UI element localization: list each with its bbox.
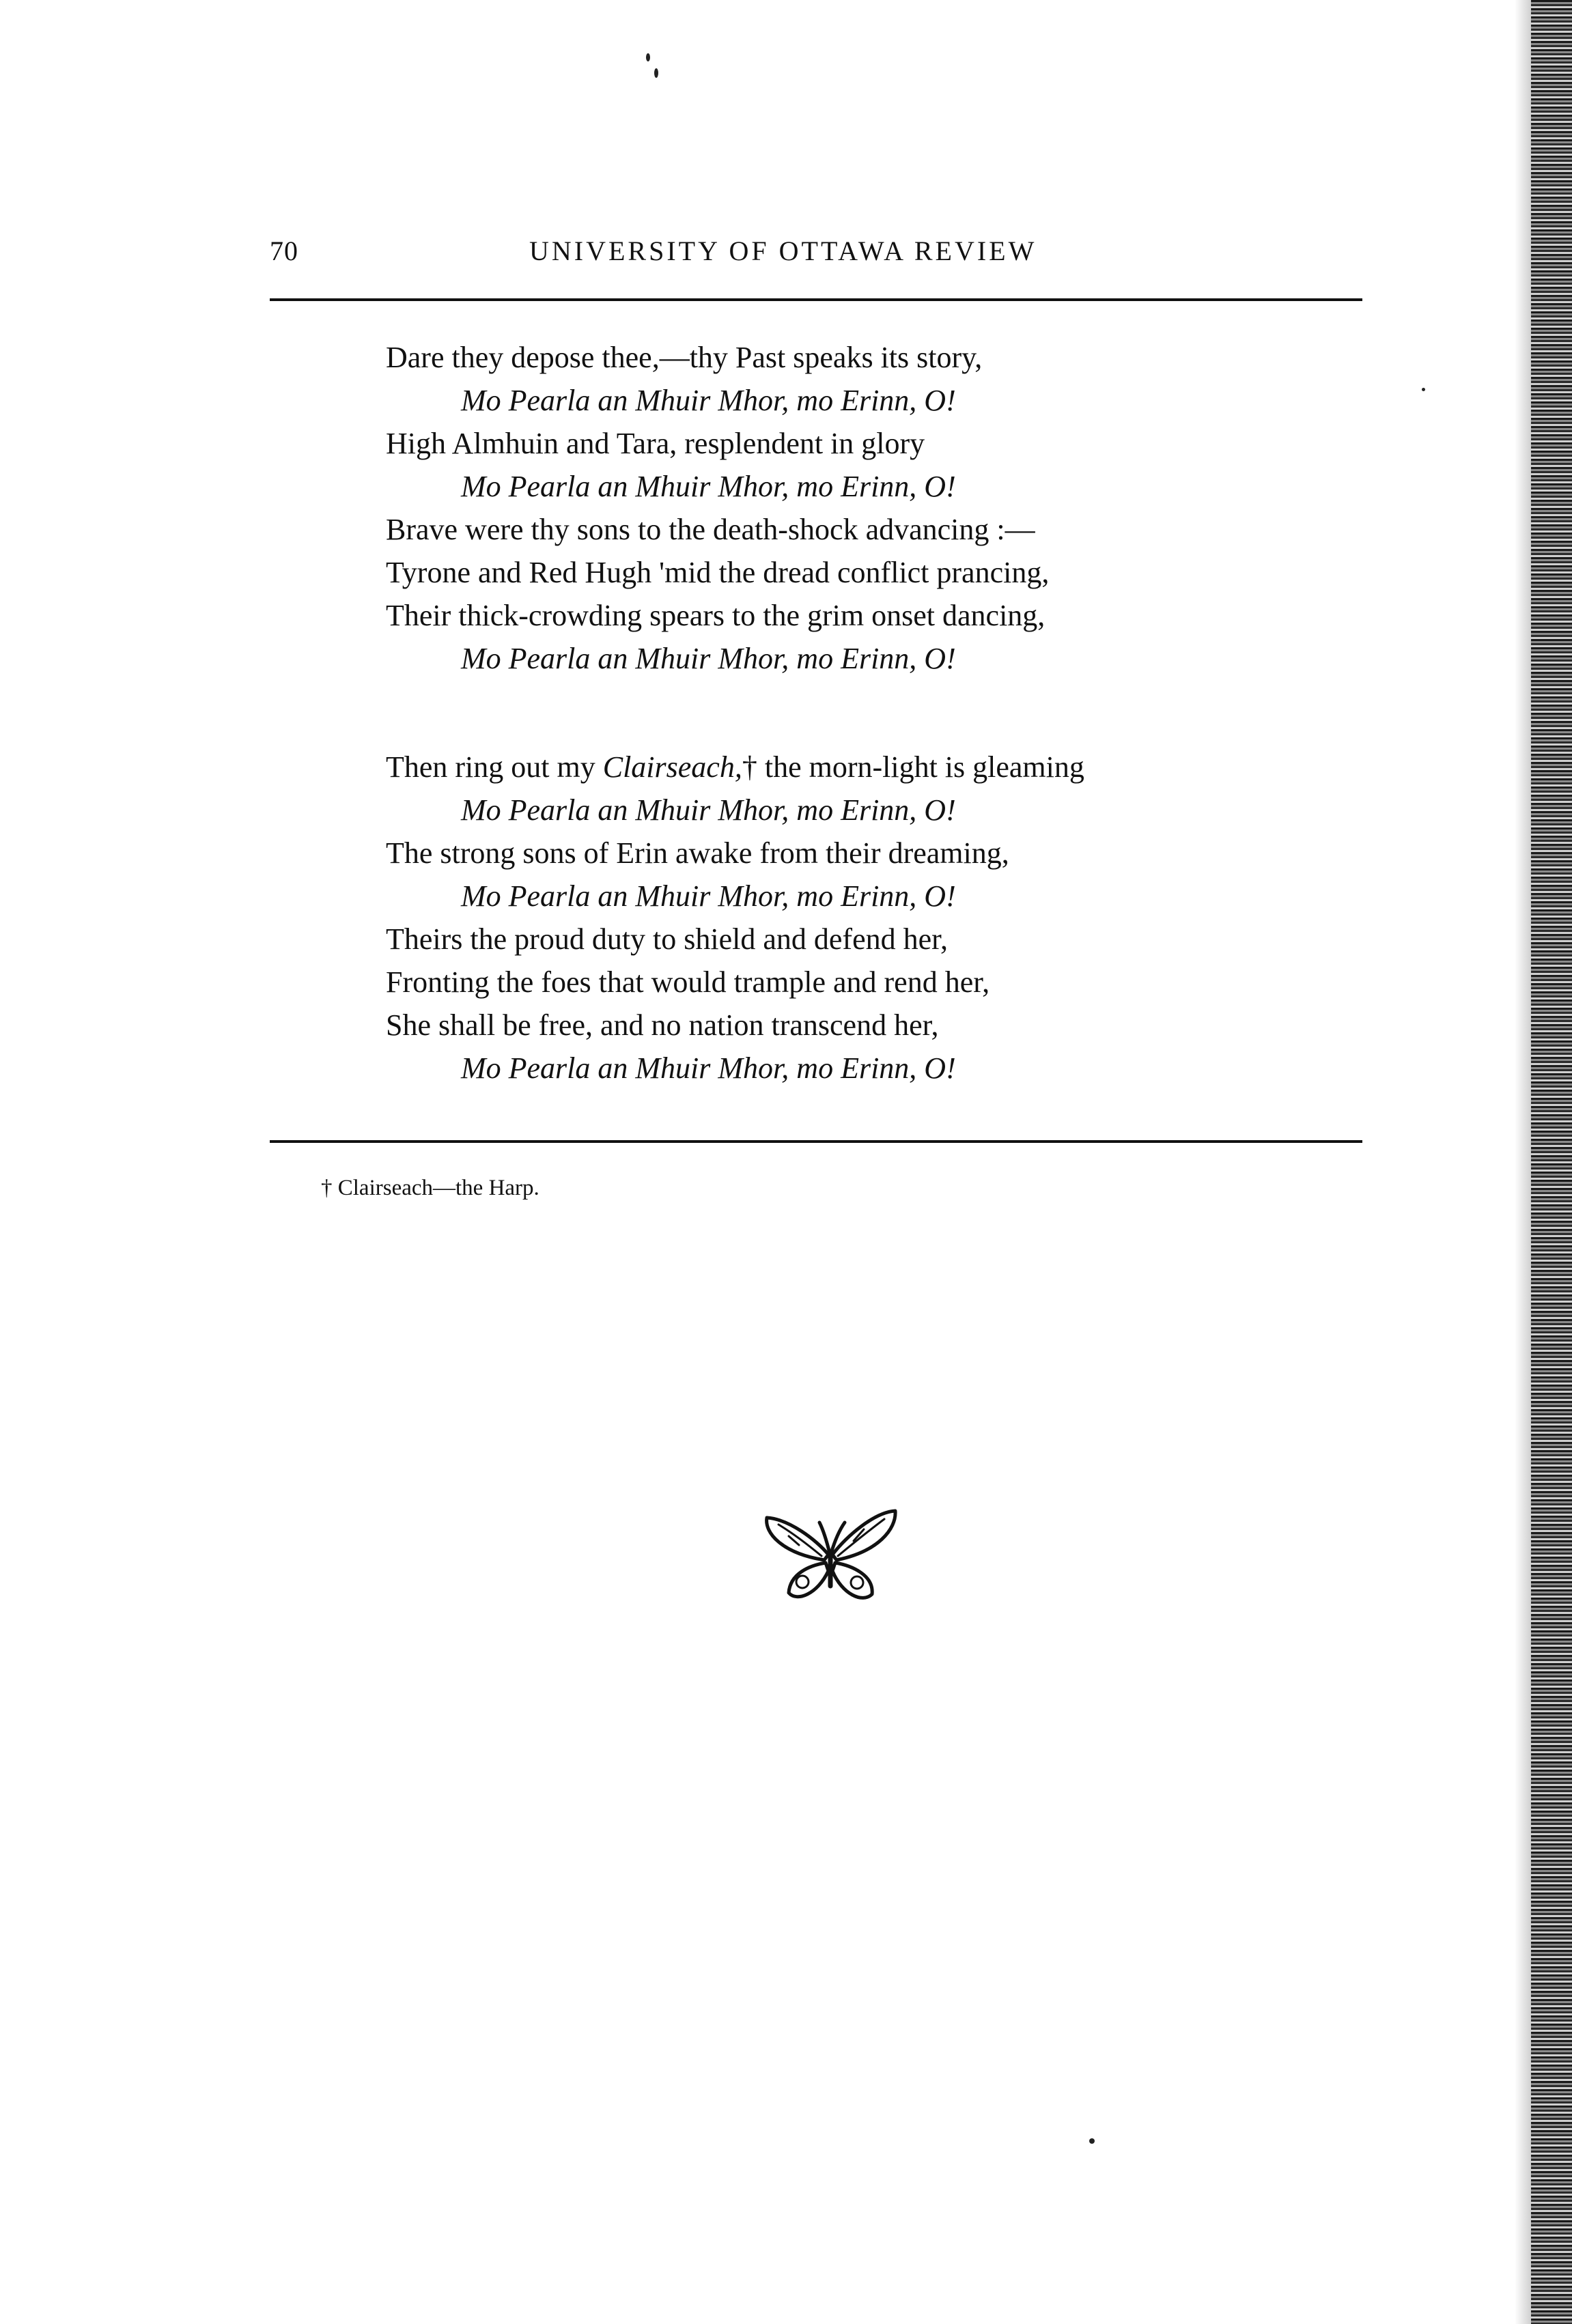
- running-title: UNIVERSITY OF OTTAWA REVIEW: [529, 236, 1037, 266]
- footnote-rule: [270, 1140, 1362, 1143]
- poem-line: High Almhuin and Tara, resplendent in glory: [386, 427, 925, 460]
- print-speck: [646, 53, 650, 61]
- refrain-line: Mo Pearla an Mhuir Mhor, mo Erinn, O!: [461, 384, 956, 417]
- print-speck: [654, 68, 658, 78]
- refrain-line: Mo Pearla an Mhuir Mhor, mo Erinn, O!: [461, 1051, 956, 1085]
- poem-line: Brave were thy sons to the death-shock advancing :—: [386, 513, 1035, 546]
- footnote: † Clairseach—the Harp.: [321, 1176, 539, 1200]
- poem-line: The strong sons of Erin awake from their dreaming,: [386, 836, 1009, 870]
- print-speck: [1422, 388, 1425, 391]
- poem-line: Their thick-crowding spears to the grim onset dancing,: [386, 599, 1045, 632]
- line-text: Then ring out my: [386, 750, 603, 784]
- poem-line-with-footnote-mark: [386, 746, 1396, 789]
- clairseach-word: Clairseach,: [602, 750, 742, 784]
- page-header: [270, 235, 1362, 276]
- scan-edge: [1531, 0, 1572, 2324]
- scan-edge-shadow: [1515, 0, 1531, 2324]
- header-rule: [270, 298, 1362, 301]
- page-number: 70: [270, 236, 298, 266]
- poem-line: Tyrone and Red Hugh 'mid the dread conflict prancing,: [386, 556, 1050, 589]
- butterfly-ornament-icon: [761, 1505, 898, 1608]
- stanza-2: [386, 746, 1396, 1090]
- line-text: † the morn-light is gleaming: [742, 750, 1084, 784]
- poem-line: Dare they depose thee,—thy Past speaks its story,: [386, 341, 983, 374]
- print-speck: [1089, 2138, 1095, 2144]
- stanza-1: [386, 336, 1396, 680]
- refrain-line: Mo Pearla an Mhuir Mhor, mo Erinn, O!: [461, 879, 956, 913]
- refrain-line: Mo Pearla an Mhuir Mhor, mo Erinn, O!: [461, 642, 956, 675]
- poem-line: Theirs the proud duty to shield and defend her,: [386, 922, 949, 956]
- refrain-line: Mo Pearla an Mhuir Mhor, mo Erinn, O!: [461, 470, 956, 503]
- refrain-line: Mo Pearla an Mhuir Mhor, mo Erinn, O!: [461, 793, 956, 827]
- poem-line: Fronting the foes that would trample and rend her,: [386, 965, 990, 999]
- poem-line: She shall be free, and no nation transcend her,: [386, 1008, 939, 1042]
